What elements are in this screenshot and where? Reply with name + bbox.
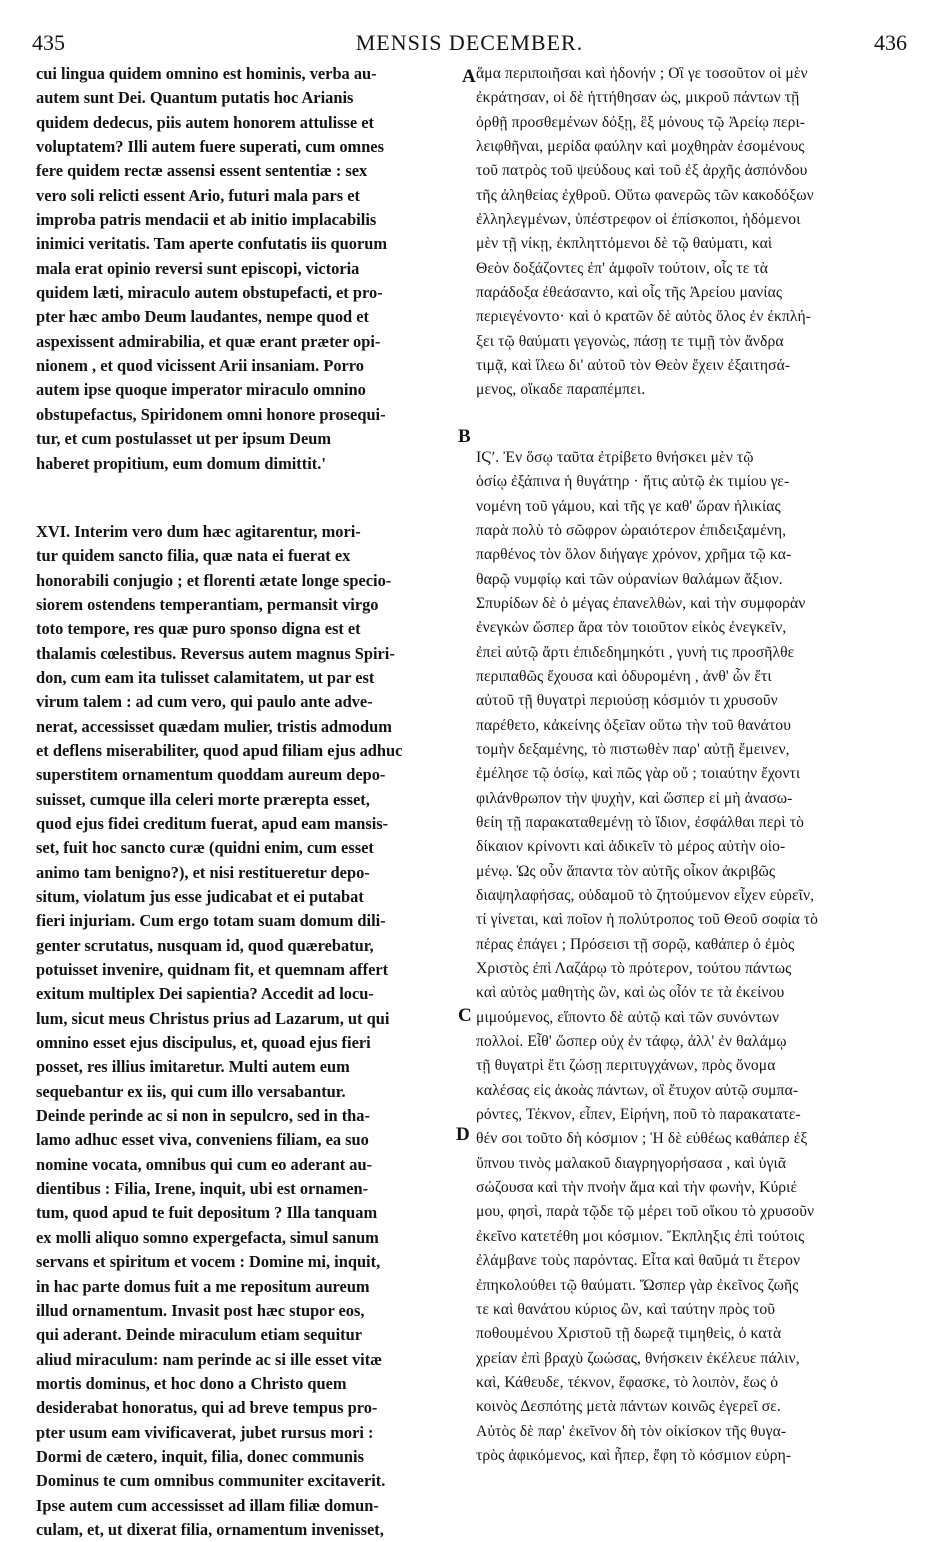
latin-text-line: servans et spiritum et vocem : Domine mi, inquit, <box>36 1252 381 1272</box>
latin-text-line: voluptatem? Illi autem fuere superati, cum omnes <box>36 137 384 157</box>
greek-text-line: παράδοξα ἐθεάσαντο, καὶ οἷς τῆς Ἀρείου μανίας <box>476 284 783 302</box>
greek-text-line: Θεὸν δοξάζοντες ἐπ' ἀμφοῖν τούτοιν, οἷς τε τὰ <box>476 259 769 277</box>
section-marker-d: D <box>456 1124 470 1145</box>
latin-text-line: haberet propitium, eum domum dimittit.' <box>36 453 326 473</box>
latin-text-line: mala erat opinio reversi sunt episcopi, victoria <box>36 258 360 278</box>
latin-text-line: tum, quod apud te fuit depositum ? Illa tanquam <box>36 1203 378 1223</box>
latin-text-line: quidem læti, miraculo autem obstupefacti, et pro- <box>36 283 383 303</box>
greek-text-line: καλέσας εἰς ἀκοὰς πάντων, οἳ ἔτυχον αὐτῷ συμπα- <box>476 1081 799 1099</box>
latin-text-line: mortis dominus, et hoc dono a Christo quem <box>36 1373 347 1393</box>
greek-text-line: πολλοί. Εἶθ' ὥσπερ οὐχ ἐν τάφῳ, ἀλλ' ἐν θαλάμῳ <box>476 1033 787 1051</box>
greek-text-line: ἅμα περιποιῆσαι καὶ ἡδονήν ; Οἳ γε τοσοῦτον οἱ μὲν <box>476 65 808 82</box>
latin-text-line: desiderabat honoratus, qui ad breve tempus pro- <box>36 1398 378 1418</box>
greek-text-line: θέν σοι τοῦτο δὴ κόσμιον ; Ἡ δὲ εὐθέως καθάπερ ἐξ <box>476 1130 808 1148</box>
greek-text-line: ἐκράτησαν, οἱ δὲ ἡττήθησαν ὡς, μικροῦ πάντων τῇ <box>476 89 800 107</box>
greek-text-line: Σπυρίδων δὲ ὁ μέγας ἐπανελθὼν, καὶ τὴν συμφορὰν <box>476 594 806 612</box>
latin-text-line: thalamis cœlestibus. Reversus autem magnus Spiri- <box>36 643 395 663</box>
greek-text-line: Χριστὸς ἐπὶ Λαζάρῳ τὸ πρότερον, τούτου πάντως <box>476 960 792 978</box>
greek-text-line: θείη τῇ παρακαταθεμένῃ τὸ ἴδιον, ἐσφάλθαι περὶ τὸ <box>476 813 804 831</box>
greek-text-line: ἐλάμβανε τοὺς παρόντας. Εἶτα καὶ θαῦμά τι ἕτερον <box>476 1252 801 1270</box>
section-marker-b: B <box>458 426 471 447</box>
latin-text-line: genter scrutatus, nusquam id, quod quærebatur, <box>36 935 374 955</box>
latin-text-line: tur, et cum postulasset ut per ipsum Deum <box>36 429 332 449</box>
latin-text-line: situm, violatum jus esse judicabat et ei putabat <box>36 887 364 906</box>
latin-text-line: Dormi de cætero, inquit, filia, donec communis <box>36 1446 364 1466</box>
greek-text-line: τῆς ἀληθείας ἐχθροῦ. Οὕτω φανερῶς τῶν κακοδόξων <box>476 186 814 204</box>
greek-text-line: πέρας ἐπάγει ; Πρόσεισι τῇ σορῷ, καθάπερ ὁ ἐμὸς <box>476 935 795 953</box>
latin-text-line: quod ejus fidei creditum fuerat, apud eam mansis- <box>36 813 389 833</box>
running-title: MENSIS DECEMBER. <box>355 30 584 55</box>
latin-text-line: siorem ostendens temperantiam, permansit virgo <box>36 594 379 614</box>
latin-text-line: autem ipse quoque imperator miraculo omnino <box>36 380 366 400</box>
greek-text-line: ἐνεγκὼν ὥσπερ ἄρα τὸν τοιοῦτον εἰκὸς ἐνεγκεῖν, <box>476 619 787 637</box>
latin-text-line: culam, et, ut dixerat filia, ornamentum invenisset, <box>36 1519 384 1539</box>
latin-text-line: Ipse autem cum accessisset ad illam filiæ domun- <box>36 1495 379 1515</box>
greek-text-line: μὲν τῇ νίκῃ, ἐκπληττόμενοι δὲ τῷ θαύματι, καὶ <box>476 235 773 253</box>
greek-text-line: τιμᾷ, καὶ ἵλεω δι' αὐτοῦ τὸν Θεὸν ἔχειν ἐξαιτησά- <box>476 357 791 375</box>
latin-text-line: obstupefactus, Spiridonem omni honore prosequi- <box>36 404 386 424</box>
greek-text-line: λειφθῆναι, μερίδα φαύλην καὶ μοχθηρὰν ἐσομένους <box>476 138 805 156</box>
latin-text-line: set, fuit hoc sancto curæ (quidni enim, cum esset <box>36 838 374 858</box>
latin-paragraph <box>36 520 458 1542</box>
page-number-right: 436 <box>874 30 907 55</box>
greek-text-line: περιεγένοντο· καὶ ὁ κρατῶν δὲ αὐτὸς ὅλος ἐν ἐκπλή- <box>476 308 812 326</box>
greek-text-line: κοινὸς Δεσπότης μετὰ πάντων κοινῶς ἐγερεῖ σε. <box>476 1398 781 1416</box>
greek-text-line: παρέθετο, κἀκείνης ὀξεῖαν οὕτω τὴν τοῦ θανάτου <box>476 716 792 734</box>
greek-text-line: μένῳ. Ὡς οὖν ἅπαντα τὸν αὐτῆς οἶκον ἀκριβῶς <box>476 862 776 880</box>
latin-text-line: potuisset invenire, quidnam fit, et quemnam affert <box>36 960 389 980</box>
latin-text-line: Deinde perinde ac si non in sepulcro, sed in tha- <box>36 1106 370 1126</box>
greek-text-line: καὶ, Κάθευδε, τέκνον, ἔφασκε, τὸ λοιπὸν, ἕως ὁ <box>476 1373 779 1391</box>
greek-text-line: ἐκεῖνο κατετέθη μοι κόσμιον. Ἔκπληξις ἐπὶ τούτοις <box>476 1227 805 1245</box>
latin-text-line: posset, res illius imitaretur. Multi autem eum <box>36 1057 350 1077</box>
latin-text-line: et deflens miserabiliter, quod apud filiam ejus adhuc <box>36 740 403 760</box>
latin-text-line: aspexissent admirabilia, et quæ erant præter opi- <box>36 331 381 351</box>
greek-text-line: ΙϚʹ. Ἐν ὅσῳ ταῦτα ἐτρίβετο θνήσκει μὲν τῷ <box>476 448 754 466</box>
latin-text-line: fieri injuriam. Cum ergo totam suam domum dili- <box>36 911 386 931</box>
latin-text-line: quidem dedecus, piis autem honorem attulisse et <box>36 112 374 132</box>
latin-text-line: in hac parte domus fuit a me repositum aureum <box>36 1276 370 1296</box>
greek-text-line: ἐλληλεγμένων, ὑπέστρεφον οἱ ἐπίσκοποι, ἡδόμενοι <box>476 211 801 229</box>
greek-text-line: ὀρθῇ προσθεμένων δόξῃ, ἓξ μόνους τῷ Ἀρείῳ περι- <box>476 113 806 131</box>
section-marker-c: C <box>458 1005 472 1026</box>
greek-text-line: δίκαιον κρίνοντι καὶ ἀδικεῖν τὸ μέρος αὐτὴν οἰο- <box>476 838 786 856</box>
greek-text-line: νομένη τοῦ γάμου, καὶ τῆς γε καθ' ὥραν ἡλικίας <box>476 497 781 515</box>
latin-text-line: toto tempore, res quæ puro sponso digna est et <box>36 619 361 639</box>
greek-text-line: μου, φησὶ, παρὰ τῷδε τῷ μέρει τοῦ οἴκου τὸ χρυσοῦν <box>476 1203 815 1221</box>
latin-text-line: vero soli relicti essent Ario, futuri mala pars et <box>36 185 360 205</box>
greek-text-line: τῇ θυγατρὶ ἔτι ζώσῃ περιτυγχάνων, πρὸς ὄνομα <box>476 1057 776 1075</box>
latin-text-line: nomine vocata, omnibus qui cum eo aderant au- <box>36 1154 373 1174</box>
greek-text-line: διαψηλαφήσας, οὐδαμοῦ τὸ ζητούμενον εἶχεν εὑρεῖν, <box>476 887 815 904</box>
greek-text-line: παρὰ πολὺ τὸ σῶφρον ὡραιότερον ἐπιδειξαμένη, <box>476 521 787 539</box>
page-number-left: 435 <box>32 30 65 55</box>
greek-text-line: μιμούμενος, εἵποντο δὲ αὐτῷ καὶ τῶν συνόντων <box>476 1008 780 1026</box>
latin-text-line: animo tam benigno?), et nisi restitueretur depo- <box>36 862 370 882</box>
greek-paragraph <box>476 62 906 403</box>
greek-text-line: ὕπνου τινὸς μαλακοῦ διαγρηγορήσασα , καὶ ὑγιᾶ <box>476 1154 787 1172</box>
latin-text-line: qui aderant. Deinde miraculum etiam sequitur <box>36 1325 362 1345</box>
latin-text-line: Dominus te cum omnibus communiter excitaverit. <box>36 1471 386 1491</box>
latin-text-line: fere quidem rectæ assensi essent sententiæ : sex <box>36 161 368 181</box>
latin-text-line: XVI. Interim vero dum hæc agitarentur, mori- <box>36 521 361 541</box>
greek-text-line: τε καὶ θανάτου κύριος ὢν, καὶ ταύτην πρὸς τοῦ <box>476 1300 776 1318</box>
latin-paragraph <box>36 62 458 476</box>
latin-text-line: virum talem : ad cum vero, qui paulo ante adve- <box>36 692 373 712</box>
latin-text-line: nerat, accessisset quædam mulier, tristis admodum <box>36 716 392 736</box>
latin-text-line: aliud miraculum: nam perinde ac si ille esset vitæ <box>36 1349 383 1369</box>
greek-text-line: φιλάνθρωπον τὴν ψυχὴν, καὶ ὥσπερ εἰ μὴ ἀνασω- <box>476 789 793 807</box>
greek-text-line: θαρῷ νυμφίῳ καὶ τῶν οὐρανίων θαλάμων ἄξιον. <box>476 570 783 588</box>
greek-text-line: μενος, οἴκαδε παραπέμπει. <box>476 381 646 399</box>
latin-text-line: nionem , et quod vicissent Arii insaniam. Porro <box>36 356 364 376</box>
page-header <box>32 30 907 56</box>
greek-text-line: ἐπεὶ αὐτῷ ἄρτι ἐπιδεδημηκότι , γυνή τις προσῆλθε <box>476 643 795 661</box>
latin-text-line: cui lingua quidem omnino est hominis, verba au- <box>36 64 377 83</box>
latin-text-line: suisset, cumque illa celeri morte prærepta esset, <box>36 789 370 809</box>
greek-text-line: περιπαθῶς ἔχουσα καὶ ὀδυρομένη , ἀνθ' ὧν ἔτι <box>476 667 772 685</box>
latin-text-line: lum, sicut meus Christus prius ad Lazarum, ut qui <box>36 1008 390 1028</box>
latin-text-line: ex molli aliquo somno expergefacta, simul sanum <box>36 1227 379 1247</box>
greek-text-line: χρείαν ἐπὶ βραχὺ ζωώσας, θνήσκειν ἐκέλευε πάλιν, <box>476 1349 800 1367</box>
latin-text-line: exitum multiplex Dei sapientia? Accedit ad locu- <box>36 984 374 1004</box>
greek-text-line: τρὸς ἀφικόμενος, καὶ ἧπερ, ἔφη τὸ κόσμιον εὑρη- <box>476 1446 792 1464</box>
latin-text-line: autem sunt Dei. Quantum putatis hoc Arianis <box>36 88 354 108</box>
latin-column <box>36 62 458 1542</box>
greek-text-line: τοῦ πατρὸς τοῦ ψεύδους καὶ τοῦ ἐξ ἀρχῆς ἀσπόνδου <box>476 162 808 180</box>
greek-text-line: αὐτοῦ τῇ θυγατρὶ περιούσῃ κόσμιόν τι χρυσοῦν <box>476 692 778 710</box>
greek-text-line: τί γίνεται, καὶ ποῖον ἡ πολύτροπος τοῦ Θεοῦ σοφία τὸ <box>476 911 819 929</box>
greek-paragraph-gap <box>476 403 906 446</box>
greek-text-line: τομὴν δεξαμένης, τὸ πιστωθὲν παρ' αὐτῇ ἔμεινεν, <box>476 740 790 758</box>
latin-text-line: lamo adhuc esset viva, conveniens filiam, ea suo <box>36 1130 369 1150</box>
greek-text-line: καὶ αὐτὸς μαθητὴς ὢν, καὶ ὡς οἷόν τε τὰ ἐκείνου <box>476 984 785 1002</box>
greek-text-line: ξει τῷ θαύματι γεγονὼς, πάσῃ τε τιμῇ τὸν ἄνδρα <box>476 332 784 350</box>
latin-text-line: pter usum eam vivificaverat, jubet rursus mori : <box>36 1422 374 1442</box>
greek-text-line: Αὐτὸς δὲ παρ' ἐκεῖνον δὴ τὸν οἰκίσκον τῆς θυγα- <box>476 1422 787 1440</box>
latin-text-line: tur quidem sancto filia, quæ nata ei fuerat ex <box>36 546 351 566</box>
greek-text-line: ἐπηκολούθει τῷ θαύματι. Ὥσπερ γὰρ ἐκεῖνος ζωῆς <box>476 1276 799 1294</box>
latin-text-line: dientibus : Filia, Irene, inquit, ubi est ornamen- <box>36 1179 369 1199</box>
greek-text-line: ποθουμένου Χριστοῦ τῇ δωρεᾷ τιμηθεὶς, ὁ κατὰ <box>476 1325 782 1343</box>
latin-text-line: illud ornamentum. Invasit post hæc stupor eos, <box>36 1300 365 1320</box>
latin-text-line: pter hæc ambo Deum laudantes, nempe quod et <box>36 307 369 327</box>
latin-text-line: superstitem ornamentum quoddam aureum depo- <box>36 765 386 785</box>
greek-text-line: ὁσίῳ ἐξάπινα ἡ θυγάτηρ · ἥτις αὐτῷ ἐκ τιμίου γε- <box>476 473 790 491</box>
greek-text-line: ἐμέλησε τῷ ὁσίῳ, καὶ πῶς γὰρ οὔ ; τοιαύτην ἔχοντι <box>476 765 801 783</box>
latin-text-line: improba patris mendacii et ab initio implacabilis <box>36 210 377 230</box>
latin-text-line: don, cum eam ita tulisset calamitatem, ut par est <box>36 667 375 687</box>
greek-text-line: ρόντες, Τέκνον, εἶπεν, Εἰρήνη, ποῦ τὸ παρακατατε- <box>476 1106 801 1124</box>
latin-text-line: sequebantur ex iis, qui cum illo versabantur. <box>36 1081 346 1101</box>
greek-text-line: παρθένος τὸν ὅλον διήγαγε χρόνον, χρῆμα τῷ κα- <box>476 546 792 564</box>
section-marker-a: A <box>462 66 476 87</box>
greek-text-line: σώζουσα καὶ τὴν πνοὴν ἅμα καὶ τὴν φωνὴν, Κύριέ <box>476 1179 798 1197</box>
greek-paragraph <box>476 446 906 1468</box>
latin-text-line: inimici veritatis. Tam aperte confutatis iis quorum <box>36 234 388 254</box>
latin-paragraph-gap <box>36 476 458 520</box>
latin-text-line: omnino esset ejus discipulus, et, quoad ejus fieri <box>36 1033 371 1053</box>
latin-text-line: honorabili conjugio ; et florenti ætate longe specio- <box>36 570 392 590</box>
greek-column <box>476 62 906 1468</box>
